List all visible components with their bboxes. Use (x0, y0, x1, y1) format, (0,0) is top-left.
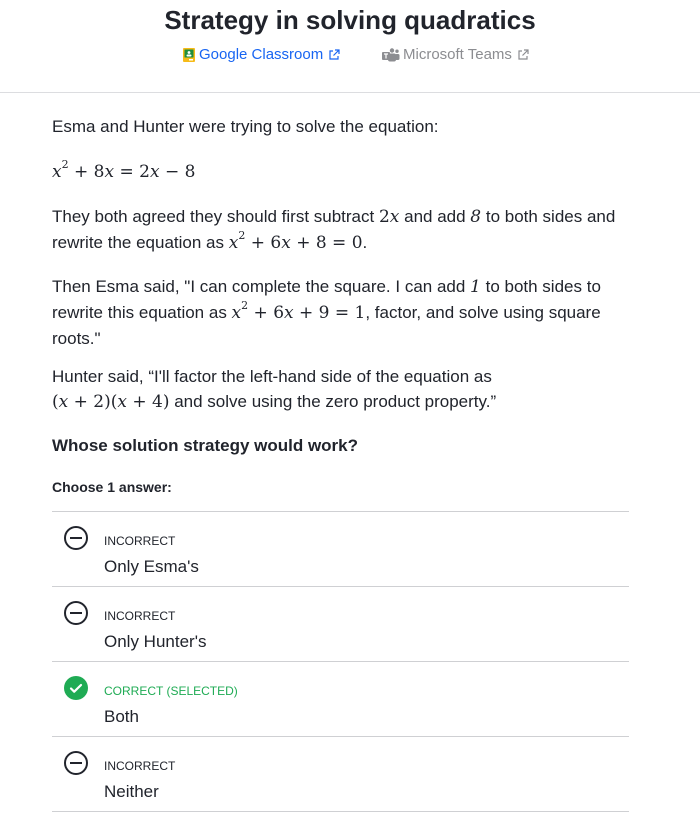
share-row (0, 46, 700, 68)
checkmark-icon (64, 676, 88, 700)
microsoft-teams-link[interactable] (381, 46, 529, 63)
equation: $x^2 + 8x = 2x - 8$ (52, 158, 196, 182)
answer-choices (52, 511, 629, 812)
page-title: Strategy in solving quadratics (164, 5, 536, 35)
google-classroom-icon (183, 48, 195, 62)
choice-label: Only Esma's (104, 557, 199, 576)
microsoft-teams-label: Microsoft Teams (403, 46, 512, 63)
paragraph-agreement: They both agreed they should first subtract 2x and add 8 to both sides and rewrite the equation as $x^2 + 6x + 8 = 0$. (52, 207, 616, 253)
minus-circle-icon (64, 751, 88, 775)
paragraph-esma: Then Esma said, "I can complete the square. I can add 1 to both sides to rewrite this equation as $x^2 + 6x + 9 = 1$, factor, and solve using square roots." (52, 277, 601, 348)
minus-circle-icon (64, 601, 88, 625)
choice-status: CORRECT (SELECTED) (104, 684, 238, 698)
choose-label: Choose 1 answer: (52, 479, 172, 495)
google-classroom-label: Google Classroom (199, 46, 324, 63)
choice-both[interactable] (52, 661, 629, 736)
exercise-header (0, 0, 700, 93)
choice-status: INCORRECT (104, 759, 176, 773)
choice-label: Neither (104, 782, 159, 801)
paragraph-hunter: Hunter said, “I'll factor the left-hand side of the equation as (x + 2)(x + 4) and solve using the zero product property.” (52, 367, 497, 412)
choice-label: Only Hunter's (104, 632, 207, 651)
external-link-icon (328, 49, 340, 61)
minus-circle-icon (64, 526, 88, 550)
choice-status: INCORRECT (104, 534, 176, 548)
choice-status: INCORRECT (104, 609, 176, 623)
microsoft-teams-icon (381, 48, 400, 62)
choice-label: Both (104, 707, 139, 726)
checkmark-circle-icon (64, 676, 88, 700)
choice-neither[interactable] (52, 736, 629, 812)
choice-only-hunter[interactable] (52, 586, 629, 661)
choice-only-esma[interactable] (52, 511, 629, 586)
question-text: Whose solution strategy would work? (52, 436, 359, 455)
google-classroom-link[interactable] (183, 46, 340, 63)
problem-intro: Esma and Hunter were trying to solve the equation: (52, 117, 439, 136)
external-link-icon (517, 49, 529, 61)
